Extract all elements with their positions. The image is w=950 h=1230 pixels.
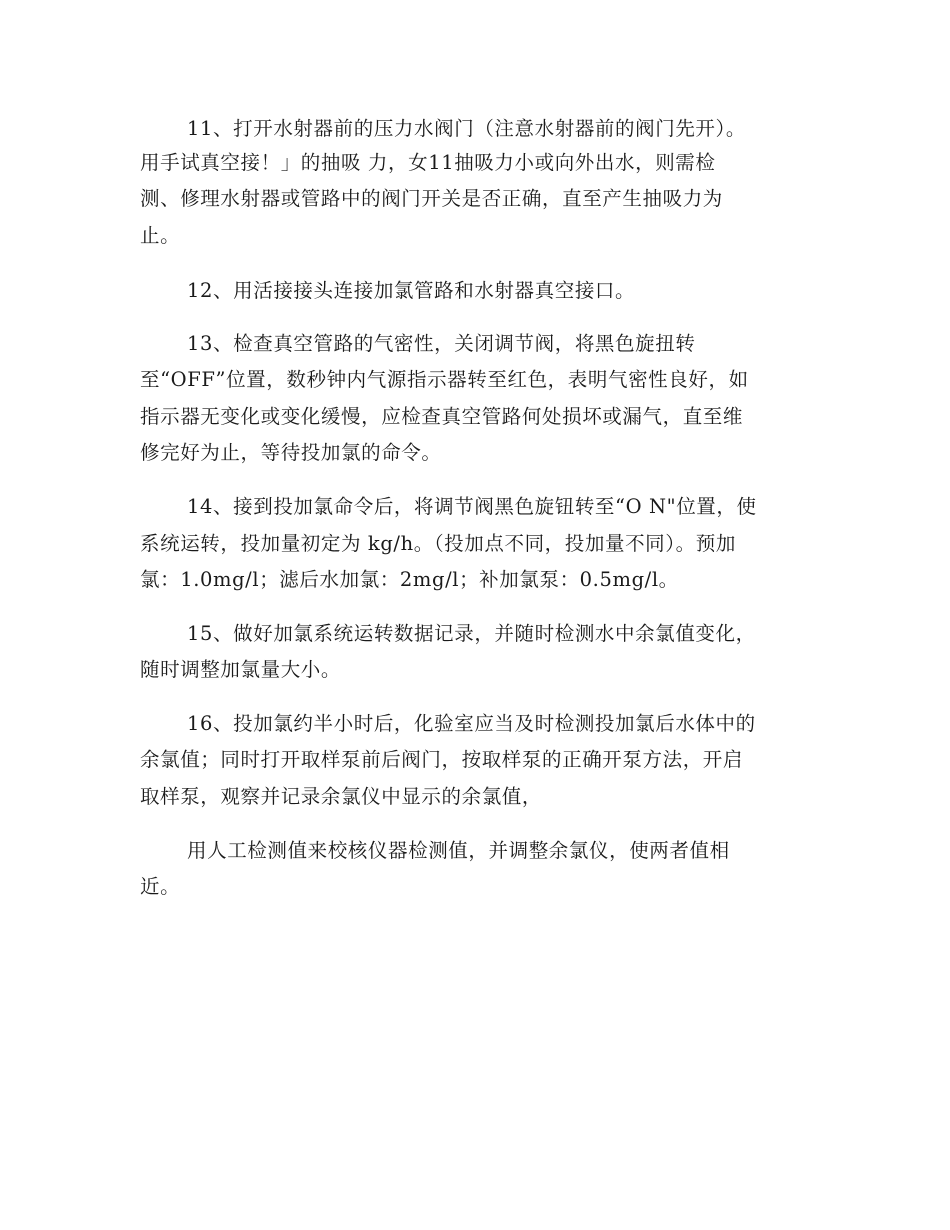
paragraph-15-line-2: 随时调整加氯量大小。 [140,658,342,681]
paragraph-17-line-1: 用人工检测值来校核仪器检测值，并调整余氯仪，使两者值相 [187,839,730,862]
paragraph-13-line-2: 至“OFF”位置，数秒钟内气源指示器转至红色，表明气密性良好，如 [140,368,749,391]
paragraph-14-line-2: 系统运转，投加量初定为 kg/h。（投加点不同，投加量不同）。预加 [140,532,736,555]
paragraph-11-line-1: 11、打开水射器前的压力水阀门（注意水射器前的阀门先开）。 [187,117,746,140]
paragraph-16-line-3: 取样泵，观察并记录余氯仪中显示的余氯值， [140,785,543,808]
paragraph-13-line-4: 修完好为止，等待投加氯的命令。 [140,441,442,464]
paragraph-16-line-1: 16、投加氯约半小时后，化验室应当及时检测投加氯后水体中的 [187,712,756,735]
paragraph-17-line-2: 近。 [140,875,181,898]
paragraph-16-line-2: 余氯值；同时打开取样泵前后阀门，按取样泵的正确开泵方法，开启 [140,748,744,771]
paragraph-14-line-3: 氯：1.0mg/l；滤后水加氯：2mg/l；补加氯泵：0.5mg/l。 [140,568,679,591]
paragraph-13-line-1: 13、检查真空管路的气密性，关闭调节阀，将黑色旋扭转 [187,332,696,355]
paragraph-13-line-3: 指示器无变化或变化缓慢，应检查真空管路何处损坏或漏气，直至维 [140,405,744,428]
paragraph-11-line-2: 用手试真空接！」的抽吸 力，女11抽吸力小或向外出水，则需检 [140,151,716,174]
paragraph-12-line-1: 12、用活接接头连接加氯管路和水射器真空接口。 [187,279,636,302]
paragraph-14-line-1: 14、接到投加氯命令后，将调节阀黑色旋钮转至“O N"位置，使 [187,495,757,518]
paragraph-11-line-4: 止。 [140,224,181,247]
paragraph-15-line-1: 15、做好加氯系统运转数据记录，并随时检测水中余氯值变化， [187,622,756,645]
paragraph-11-line-3: 测、修理水射器或管路中的阀门开关是否正确，直至产生抽吸力为 [140,187,723,210]
